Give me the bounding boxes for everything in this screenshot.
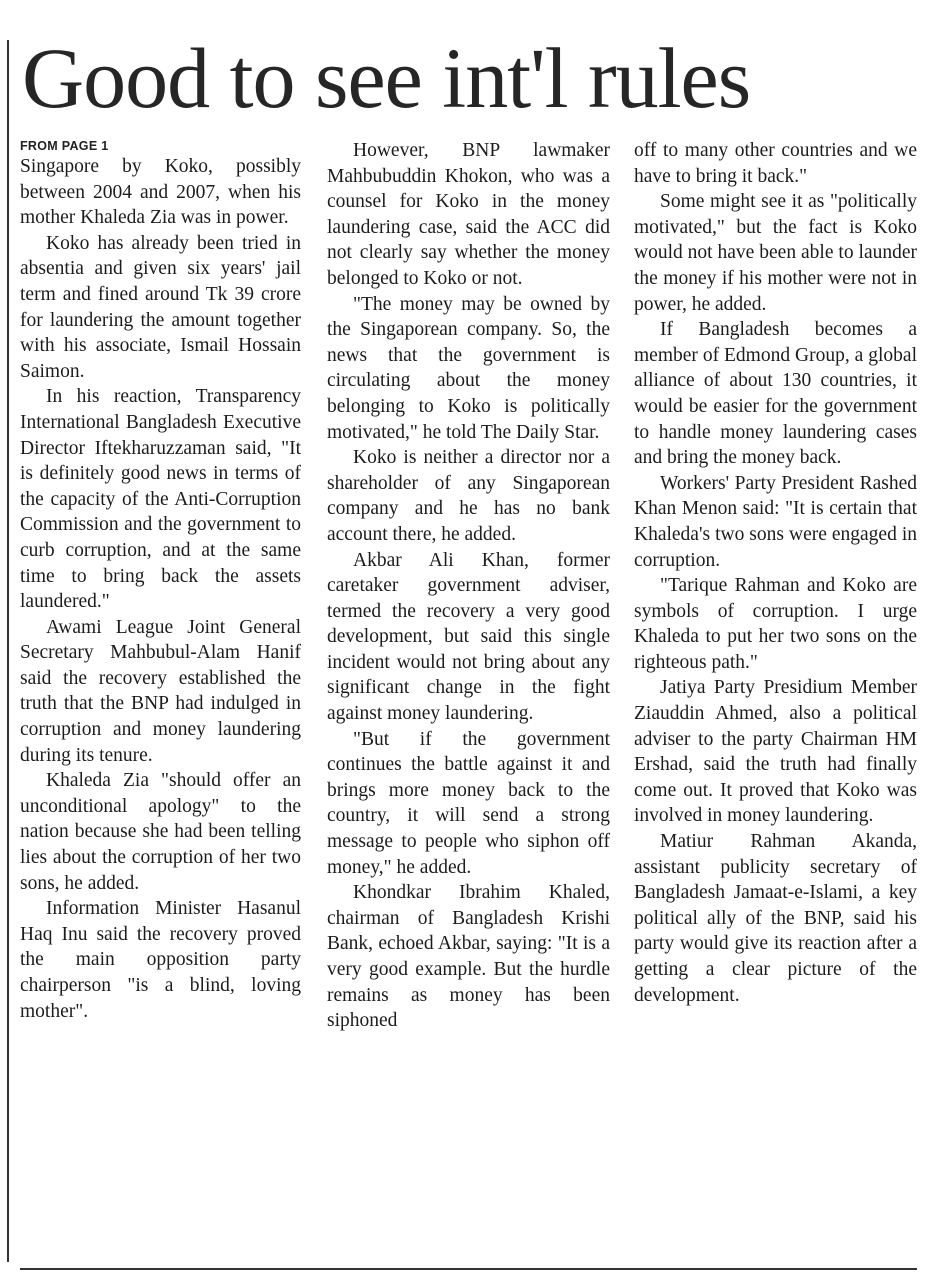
paragraph: Khaleda Zia "should offer an unconditional apology" to the nation because she had been telling lies about the corruption of her two sons, he added. <box>20 770 301 894</box>
paragraph: Koko is neither a director nor a shareholder of any Singaporean company and he has no bank account there, he added. <box>327 447 610 545</box>
article-column-2 <box>327 138 610 1260</box>
paragraph: "The money may be owned by the Singaporean company. So, the news that the government is circulating about the money belonging to Koko is politically motivated," he told The Daily Star. <box>327 293 610 443</box>
paragraph: Khondkar Ibrahim Khaled, chairman of Bangladesh Krishi Bank, echoed Akbar, saying: "It is a very good example. But the hurdle remains as money has been siphoned <box>327 882 610 1032</box>
headline: Good to see int'l rules <box>22 30 751 126</box>
paragraph: Jatiya Party Presidium Member Ziauddin Ahmed, also a political adviser to the party Chairman HM Ershad, said the truth had finally come out. It proved that Koko was involved in money laundering. <box>634 677 917 827</box>
paragraph: Some might see it as "politically motivated," but the fact is Koko would not have been able to launder the money if his mother were not in power, he added. <box>634 191 917 315</box>
paragraph: Matiur Rahman Akanda, assistant publicity secretary of Bangladesh Jamaat-e-Islami, a key political ally of the BNP, said his party would give its reaction after a getting a clear picture of the development. <box>634 831 917 1006</box>
left-column-rule <box>7 40 9 1262</box>
paragraph: Koko has already been tried in absentia and given six years' jail term and fined around Tk 39 crore for laundering the amount together with his associate, Ismail Hossain Saimon. <box>20 232 301 382</box>
paragraph: In his reaction, Transparency International Bangladesh Executive Director Iftekharuzzaman said, "It is definitely good news in terms of the capacity of the Anti-Corruption Commission and the government to curb corruption, and at the same time to bring back the assets laundered." <box>20 386 301 613</box>
paragraph: Akbar Ali Khan, former caretaker government adviser, termed the recovery a very good development, but said this single incident would not bring about any significant change in the fight against money laundering. <box>327 549 610 725</box>
from-page-kicker: FROM PAGE 1 <box>20 139 109 153</box>
paragraph: Awami League Joint General Secretary Mahbubul-Alam Hanif said the recovery established the truth that the BNP had indulged in corruption and money laundering during its tenure. <box>20 616 301 766</box>
bottom-rule <box>20 1268 917 1270</box>
article-column-1 <box>20 138 301 1260</box>
paragraph: Workers' Party President Rashed Khan Menon said: "It is certain that Khaleda's two sons were engaged in corruption. <box>634 472 917 571</box>
paragraph: "Tarique Rahman and Koko are symbols of corruption. I urge Khaleda to put her two sons on the righteous path." <box>634 575 917 673</box>
paragraph: If Bangladesh becomes a member of Edmond Group, a global alliance of about 130 countries, it would be easier for the government to handle money laundering cases and bring the money back. <box>634 319 917 469</box>
article-column-3 <box>634 138 917 1260</box>
paragraph: Information Minister Hasanul Haq Inu said the recovery proved the main opposition party chairperson "is a blind, loving mother". <box>20 898 301 1022</box>
paragraph: off to many other countries and we have to bring it back." <box>634 140 917 187</box>
paragraph: However, BNP lawmaker Mahbubuddin Khokon, who was a counsel for Koko in the money laundering case, said the ACC did not clearly say whether the money belonged to Koko or not. <box>327 140 610 289</box>
paragraph: "But if the government continues the battle against it and brings more money back to the country, it will send a strong message to people who siphon off money," he added. <box>327 728 610 878</box>
paragraph: Singapore by Koko, possibly between 2004 and 2007, when his mother Khaleda Zia was in power. <box>20 156 301 229</box>
